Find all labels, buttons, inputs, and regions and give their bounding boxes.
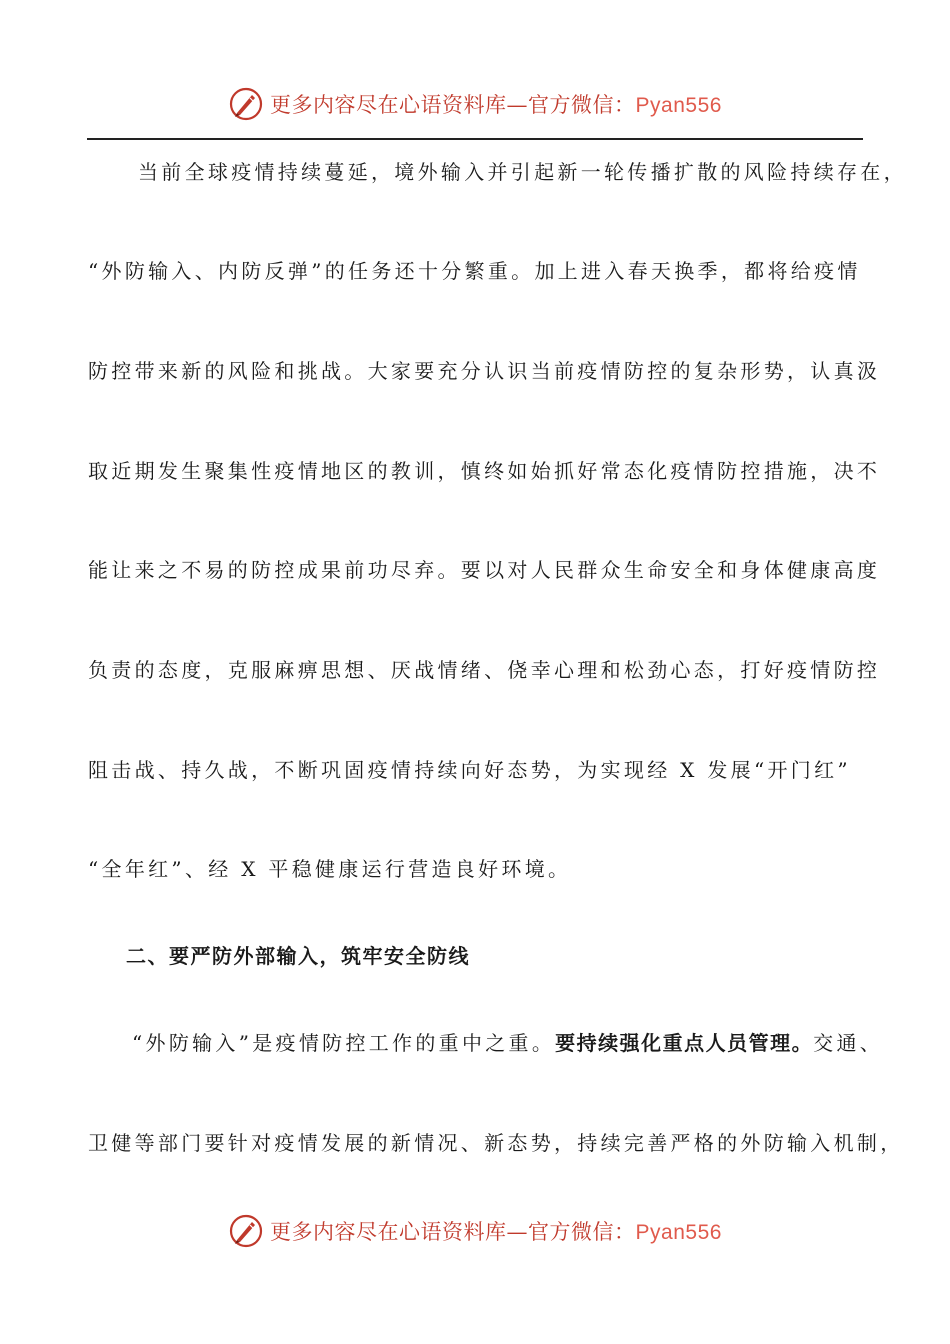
paragraph-line: 能让来之不易的防控成果前功尽弃。要以对人民群众生命安全和身体健康高度 — [88, 558, 881, 582]
quill-pen-icon — [228, 86, 264, 122]
paragraph-line: “外防输入、内防反弹”的任务还十分繁重。加上进入春天换季，都将给疫情 — [88, 259, 861, 283]
banner-text: 更多内容尽在心语资料库—官方微信： — [270, 1220, 636, 1244]
section-heading: 二、要严防外部输入，筑牢安全防线 — [126, 944, 470, 968]
footer-banner — [0, 1211, 950, 1251]
paragraph-line — [132, 1031, 922, 1055]
paragraph-line: 负责的态度，克服麻痹思想、厌战情绪、侥幸心理和松劲心态，打好疫情防控 — [88, 658, 881, 682]
paragraph-text: 交通、 — [813, 1031, 884, 1055]
paragraph-text: “外防输入”是疫情防控工作的重中之重。 — [132, 1031, 556, 1055]
paragraph-line: 取近期发生聚集性疫情地区的教训，慎终如始抓好常态化疫情防控措施，决不 — [88, 459, 881, 483]
banner-wechat-id: Pyan556 — [635, 94, 722, 117]
banner-text: 更多内容尽在心语资料库—官方微信： — [270, 93, 636, 117]
paragraph-line: 防控带来新的风险和挑战。大家要充分认识当前疫情防控的复杂形势，认真汲 — [88, 359, 881, 383]
quill-pen-icon — [228, 1213, 264, 1249]
paragraph-bold-text: 要持续强化重点人员管理。 — [555, 1031, 814, 1055]
paragraph-line: 当前全球疫情持续蔓延，境外输入并引起新一轮传播扩散的风险持续存在， — [138, 160, 907, 184]
paragraph-line: 阻击战、持久战，不断巩固疫情持续向好态势，为实现经 X 发展“开门红” — [88, 758, 851, 782]
paragraph-line: “全年红”、经 X 平稳健康运行营造良好环境。 — [88, 857, 572, 881]
paragraph-line: 卫健等部门要针对疫情发展的新情况、新态势，持续完善严格的外防输入机制， — [88, 1131, 904, 1155]
banner-wechat-id: Pyan556 — [635, 1221, 722, 1244]
header-banner — [0, 84, 950, 124]
header-divider — [87, 138, 863, 140]
